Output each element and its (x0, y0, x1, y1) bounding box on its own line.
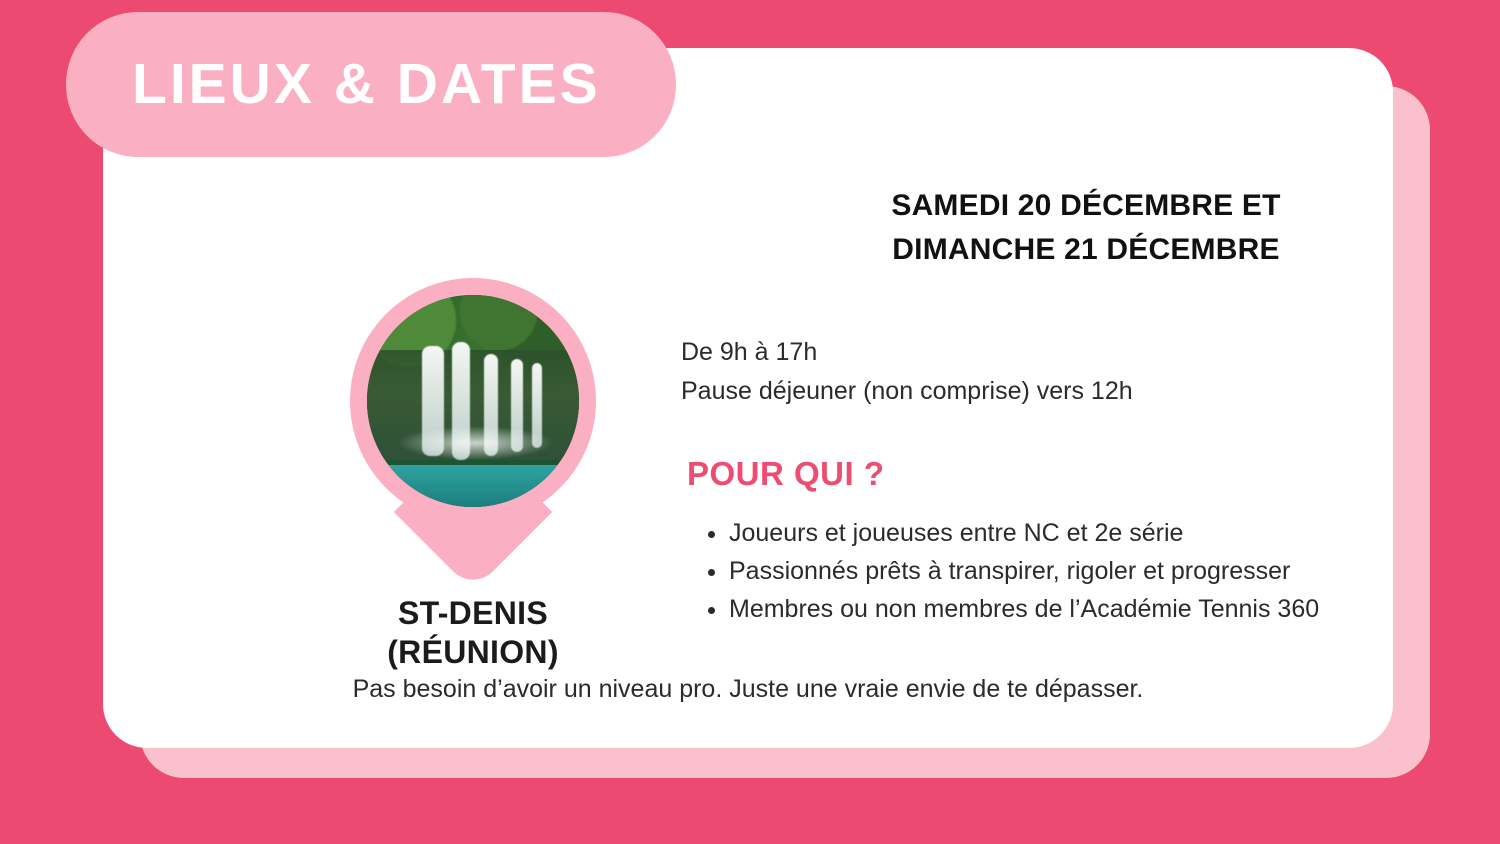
list-item: • Joueurs et joueuses entre NC et 2e série (729, 515, 1491, 551)
waterfall-photo (367, 295, 579, 507)
event-dates-line1: SAMEDI 20 DÉCEMBRE ET (891, 189, 1281, 222)
audience-heading: POUR QUI ? (687, 454, 885, 492)
city-name (303, 594, 643, 672)
photo-mist (397, 426, 554, 460)
event-hours-line2: Pause déjeuner (non comprise) vers 12h (681, 376, 1133, 405)
footer-note: Pas besoin d’avoir un niveau pro. Juste une vraie envie de te dépasser. (352, 675, 1144, 703)
event-hours-line1: De 9h à 17h (681, 338, 818, 366)
page-title: LIEUX & DATES (132, 52, 601, 116)
details-block (681, 184, 1491, 629)
event-dates-line2: DIMANCHE 21 DÉCEMBRE (892, 232, 1280, 266)
list-item: • Passionnés prêts à transpirer, rigoler et progresser (729, 553, 1491, 589)
section-title-pill (66, 12, 676, 157)
city-name-line1: ST-DENIS (398, 595, 548, 631)
city-name-line2: (RÉUNION) (387, 634, 559, 671)
audience-list (703, 515, 1491, 627)
event-dates (681, 184, 1491, 271)
event-hours (681, 333, 1491, 411)
list-item: • Membres ou non membres de l’Académie Tennis 360 (729, 591, 1491, 627)
location-block (303, 278, 643, 672)
photo-water-pool (367, 465, 579, 507)
map-pin-icon (350, 278, 596, 568)
